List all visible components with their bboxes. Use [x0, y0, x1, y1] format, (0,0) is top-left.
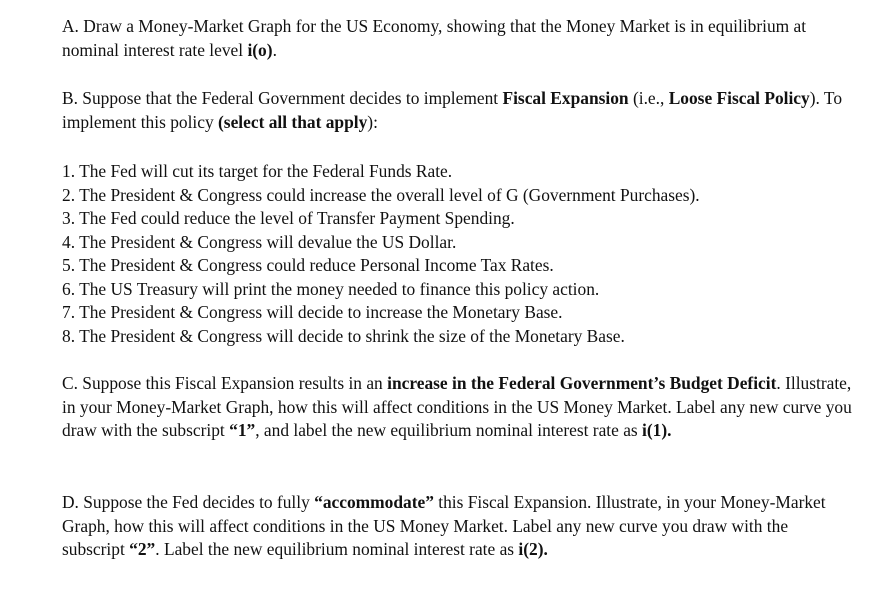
option-1: 1. The Fed will cut its target for the Federal Funds Rate. [62, 161, 453, 181]
option-6: 6. The US Treasury will print the money needed to finance this policy action. [62, 278, 600, 299]
question-a-text: A. Draw a Money-Market Graph for the US Economy, showing that the Money Market is in equilibrium at nominal interest rate level [62, 16, 807, 60]
question-c-text-3: , and label the new equilibrium nominal interest rate as [255, 420, 643, 440]
option-8: 8. The President & Congress will decide to shrink the size of the Monetary Base. [62, 325, 625, 346]
question-c-bold-rate: i(1). [642, 420, 672, 440]
question-d-bold-rate: i(2). [518, 539, 548, 559]
question-b [62, 87, 852, 134]
question-a-bold-rate: i(o) [247, 39, 273, 60]
question-c-bold-deficit: increase in the Federal Government’s Budget Deficit [387, 373, 777, 393]
question-c-text-2: . Illustrate, in your Money-Market Graph, how this will affect conditions in the US Money Market. Label any new curve you draw with the subscript [62, 373, 852, 440]
question-b-bold-select-all: (select all that apply [218, 111, 368, 132]
question-d-bold-subscript: “2” [129, 539, 156, 559]
question-b-text-end: ): [367, 111, 378, 132]
options-list-container [62, 160, 852, 348]
question-d-bold-accommodate: “accommodate” [314, 492, 434, 512]
question-d-text-2: this Fiscal Expansion. Illustrate, in your Money-Market Graph, how this will affect conditions in the US Money Market. Label any new curve you draw with the subscript [62, 492, 826, 559]
option-5: 5. The President & Congress could reduce Personal Income Tax Rates. [62, 255, 554, 275]
option-2: 2. The President & Congress could increase the overall level of G (Government Purchases). [62, 184, 700, 205]
question-d-text-3: . Label the new equilibrium nominal interest rate as [155, 539, 519, 559]
option-7: 7. The President & Congress will decide to increase the Monetary Base. [62, 302, 563, 322]
question-b-text-3: ). To implement this policy [62, 88, 843, 132]
question-a [62, 15, 852, 62]
question-c [62, 372, 852, 443]
question-d-text: D. Suppose the Fed decides to fully [62, 492, 315, 512]
option-4: 4. The President & Congress will devalue the US Dollar. [62, 231, 457, 252]
question-b-text-2: (i.e., [628, 88, 669, 108]
option-3: 3. The Fed could reduce the level of Transfer Payment Spending. [62, 208, 515, 228]
options-list [62, 160, 852, 348]
question-b-bold-fiscal-expansion: Fiscal Expansion [502, 88, 629, 108]
question-b-bold-loose-policy: Loose Fiscal Policy [668, 88, 810, 108]
question-c-text: C. Suppose this Fiscal Expansion results in an [62, 373, 388, 393]
question-a-text-end: . [272, 39, 277, 60]
question-d [62, 491, 852, 562]
question-b-text: B. Suppose that the Federal Government decides to implement [62, 88, 503, 108]
question-c-bold-subscript: “1” [229, 420, 256, 440]
